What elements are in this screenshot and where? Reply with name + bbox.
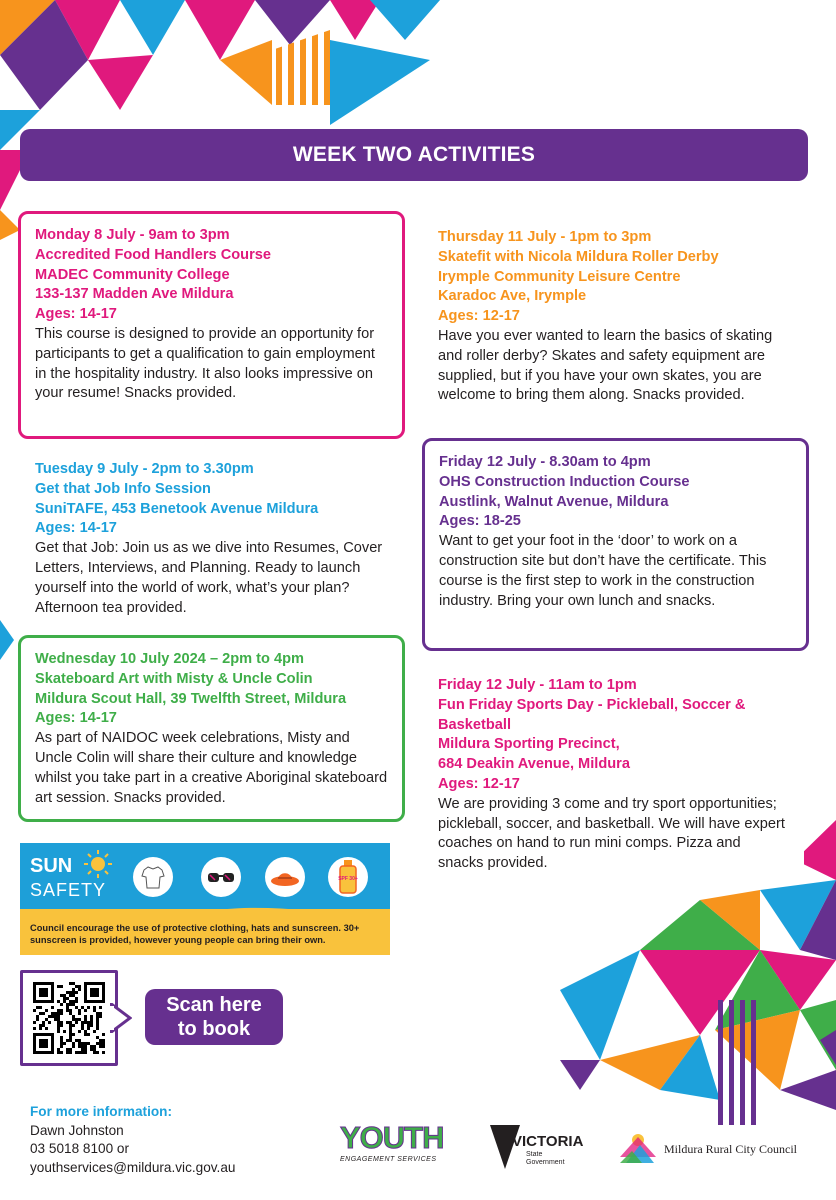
wave-shape — [20, 901, 390, 921]
scan-to-book-button[interactable] — [145, 989, 283, 1045]
tuesday-activity-card — [21, 448, 405, 626]
victoria-logo-sub1: State — [526, 1151, 543, 1158]
wednesday-activity-card — [18, 635, 405, 822]
activity-ages: Ages: 14-17 — [35, 306, 117, 323]
activity-date: Tuesday 9 July - 2pm to 3.30pm — [35, 461, 254, 477]
safety-title: SAFETY — [30, 880, 107, 900]
activity-date: Friday 12 July - 11am to 1pm — [438, 677, 637, 693]
activity-venue: Austlink, Walnut Avenue, Mildura — [439, 493, 669, 510]
monday-activity-card — [18, 211, 405, 439]
activity-description: Have you ever wanted to learn the basics of skating and roller derby? Skates and safety equipment are supplied, but if you have your own skates, you are welcome to bring them along. Snacks provided. — [438, 327, 773, 404]
activity-title: Get that Job Info Session — [35, 480, 211, 497]
sunscreen-label: SPF 30+ — [338, 876, 358, 882]
youth-logo-subtitle: ENGAGEMENT SERVICES — [340, 1156, 437, 1163]
activity-ages: Ages: 12-17 — [438, 308, 520, 325]
contact-phone: 03 5018 8100 or — [30, 1141, 130, 1156]
activity-venue: Mildura Sporting Precinct, — [438, 736, 620, 753]
activity-title: OHS Construction Induction Course — [439, 473, 690, 490]
activity-description: As part of NAIDOC week celebrations, Misty and Uncle Colin will share their culture and knowledge whilst you take part in a creative Aboriginal skateboard art session. Snacks provided. — [35, 730, 388, 806]
speech-pointer — [110, 1003, 132, 1033]
scan-line-2: to book — [177, 1018, 251, 1040]
mildura-council-name: Mildura Rural City Council — [664, 1142, 797, 1156]
activity-description: This course is designed to provide an opportunity for participants to get a qualification to gain employment in the hospitality industry. It also looks impressive on your resume! Snacks provided. — [35, 325, 375, 402]
contact-label: For more information: — [30, 1104, 172, 1119]
victoria-logo-text: VICTORIA — [512, 1133, 584, 1150]
activity-venue: SuniTAFE, 453 Benetook Avenue Mildura — [35, 500, 319, 517]
friday-sports-activity-card — [424, 664, 804, 870]
activity-title: Skateboard Art with Misty & Uncle Colin — [35, 670, 313, 687]
sunglasses-icon — [201, 857, 241, 897]
scan-line-1: Scan here — [166, 994, 262, 1016]
qr-code-frame[interactable] — [20, 970, 118, 1066]
activity-address: 133-137 Madden Ave Mildura — [35, 286, 234, 303]
contact-email[interactable]: youthservices@mildura.vic.gov.au — [30, 1159, 236, 1175]
contact-info — [30, 1103, 235, 1177]
sun-title: SUN — [30, 855, 73, 877]
activity-description: Get that Job: Join us as we dive into Resumes, Cover Letters, Interviews, and Planning. Ready to launch yourself into the world of work, what’s your plan? Afternoon tea provided. — [35, 540, 383, 616]
activity-venue: MADEC Community College — [35, 266, 230, 283]
activity-date: Friday 12 July - 8.30am to 4pm — [439, 454, 651, 470]
activity-title: Accredited Food Handlers Course — [35, 246, 271, 263]
activity-description: We are providing 3 come and try sport opportunities; pickleball, soccer, and basketball. We will have expert coaches on hand to run mini comps. Pizza and snacks provided. — [438, 795, 785, 872]
activity-date: Wednesday 10 July 2024 – 2pm to 4pm — [35, 651, 305, 667]
activity-venue: Mildura Scout Hall, 39 Twelfth Street, Mildura — [35, 690, 347, 707]
shirt-icon — [133, 857, 173, 897]
sun-safety-panel — [20, 843, 390, 955]
activity-ages: Ages: 14-17 — [35, 710, 117, 727]
youth-engagement-logo — [340, 1122, 460, 1163]
activity-ages: Ages: 12-17 — [438, 775, 520, 792]
victoria-logo-sub2: Government — [526, 1159, 565, 1166]
sun-safety-note: Council encourage the use of protective clothing, hats and sunscreen. 30+ sunscreen is provided, however young people can bring their own. — [30, 923, 360, 945]
thursday-activity-card — [424, 216, 804, 426]
sunscreen-icon — [328, 857, 368, 897]
activity-description: Want to get your foot in the ‘door’ to work on a construction site but don’t have the certificate. This course is the first step to work in the construction industry. Bring your own lunch and snacks. — [439, 533, 767, 609]
banner-title: WEEK TWO ACTIVITIES — [292, 143, 536, 166]
activity-ages: Ages: 14-17 — [35, 520, 117, 537]
hat-icon — [265, 857, 305, 897]
youth-logo-text: YOUTH — [340, 1120, 444, 1155]
sun-icon — [83, 849, 113, 879]
week-two-banner — [20, 129, 808, 181]
activity-venue: Irymple Community Leisure Centre — [438, 268, 681, 285]
friday-ohs-activity-card — [422, 438, 809, 651]
activity-date: Monday 8 July - 9am to 3pm — [35, 227, 230, 243]
activity-address: 684 Deakin Avenue, Mildura — [438, 756, 630, 773]
contact-name: Dawn Johnston — [30, 1122, 124, 1138]
activity-date: Thursday 11 July - 1pm to 3pm — [438, 229, 652, 245]
activity-address: Karadoc Ave, Irymple — [438, 288, 587, 305]
activity-title: Skatefit with Nicola Mildura Roller Derby — [438, 248, 719, 265]
qr-code[interactable] — [33, 982, 105, 1054]
activity-title: Fun Friday Sports Day - Pickleball, Soccer & Basketball — [438, 696, 746, 733]
activity-ages: Ages: 18-25 — [439, 513, 521, 530]
mildura-council-emblem-icon — [618, 1127, 658, 1167]
